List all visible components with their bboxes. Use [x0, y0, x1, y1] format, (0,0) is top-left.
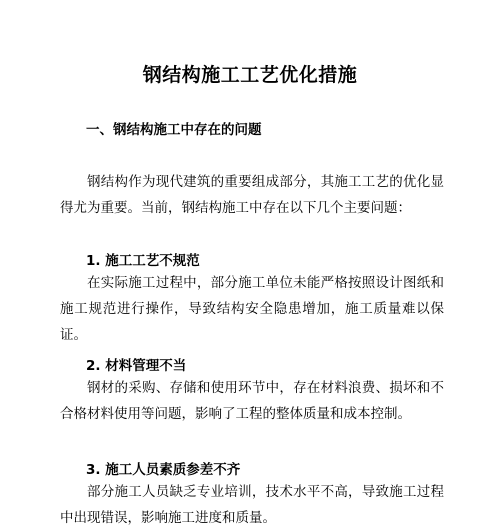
- item-1-heading: 1. 施工工艺不规范: [86, 253, 200, 269]
- document-title: 钢结构施工工艺优化措施: [142, 64, 358, 86]
- item-1-text: 在实际施工过程中，部分施工单位未能严格按照设计图纸和施工规范进行操作，导致结构安全隐患增加，施工质量难以保证。: [60, 275, 444, 343]
- item-2-text: 钢材的采购、存储和使用环节中，存在材料浪费、损坏和不合格材料使用等问题，影响了工程的整体质量和成本控制。: [60, 380, 444, 422]
- item-3-text: 部分施工人员缺乏专业培训，技术水平不高，导致施工过程中出现错误，影响施工进度和质量。: [60, 484, 444, 526]
- section-heading: 一、钢结构施工中存在的问题: [86, 122, 262, 138]
- intro-paragraph: 钢结构作为现代建筑的重要组成部分，其施工工艺的优化显得尤为重要。当前，钢结构施工中存在以下几个主要问题：: [60, 174, 444, 216]
- item-2-heading: 2. 材料管理不当: [86, 358, 187, 374]
- item-3-heading: 3. 施工人员素质参差不齐: [86, 462, 241, 478]
